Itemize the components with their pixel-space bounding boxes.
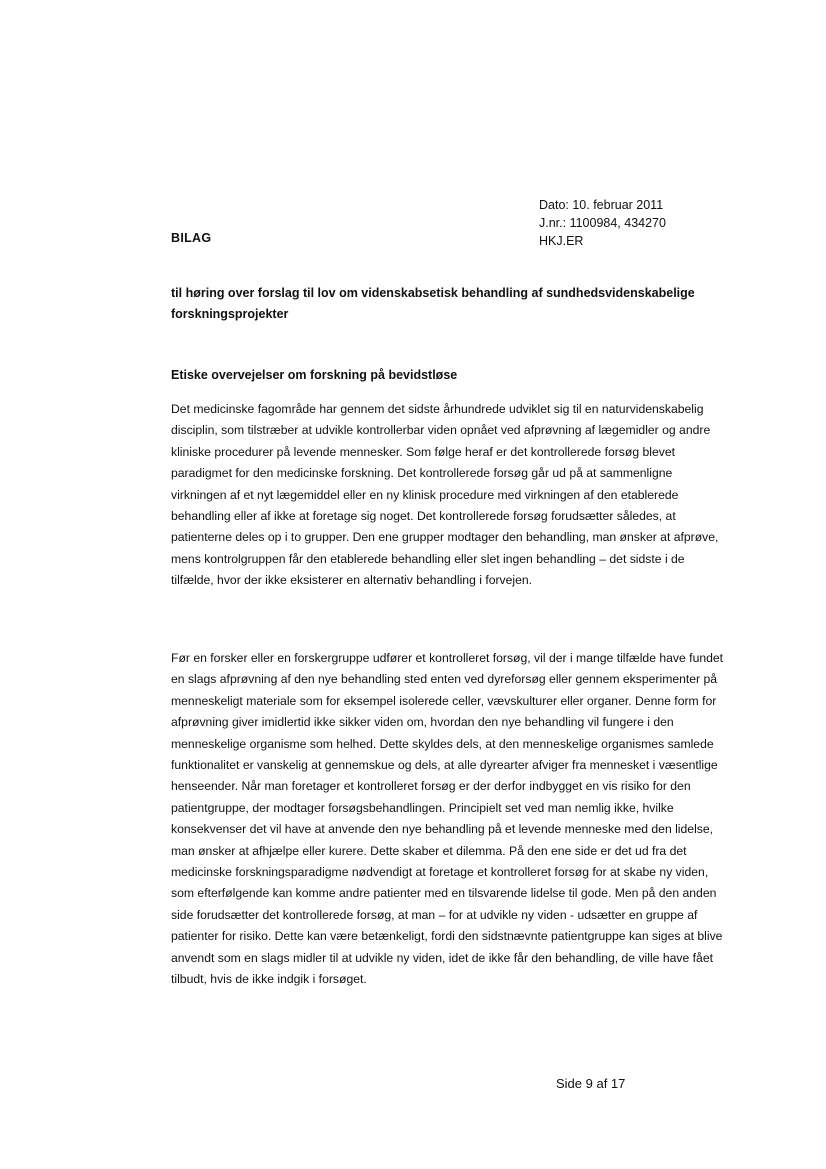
page-number: Side 9 af 17 [556, 1076, 626, 1091]
document-label: BILAG [171, 231, 212, 245]
document-meta [539, 196, 666, 250]
section-heading: Etiske overvejelser om forskning på bevidstløse [171, 368, 458, 382]
document-subtitle: til høring over forslag til lov om videnskabsetisk behandling af sundhedsvidenskabelige forskningsprojekter [171, 286, 695, 321]
body-paragraph-1: Det medicinske fagområde har gennem det sidste århundrede udviklet sig til en naturvidenskabelig disciplin, som tilstræber at udvikle kontrollerbar viden opnået ved afprøvning af lægemidler og andre kliniske procedurer på levende mennesker. Som følge heraf er det kontrollerede forsøg blevet paradigmet for den medicinske forskning. Det kontrollerede forsøg går ud på at sammenligne virkningen af et nyt lægemiddel eller en ny klinisk procedure med virkningen af den etablerede behandling eller af ikke at foretage sig noget. Det kontrollerede forsøg forudsætter således, at patienterne deles op i to grupper. Den ene grupper modtager den behandling, man ønsker at afprøve, mens kontrolgruppen får den etablerede behandling eller slet ingen behandling – det sidste i de tilfælde, hvor der ikke eksisterer en alternativ behandling i forvejen. [171, 402, 719, 588]
document-date: Dato: 10. februar 2011 [539, 198, 664, 212]
body-paragraph-2: Før en forsker eller en forskergruppe udfører et kontrolleret forsøg, vil der i mange tilfælde have fundet en slags afprøvning af den nye behandling sted enten ved dyreforsøg eller gennem eksperimenter på menneskeligt materiale som for eksempel isolerede celler, vævskulturer eller organer. Denne form for afprøvning giver imidlertid ikke sikker viden om, hvordan den nye behandling vil fungere i den menneskelige organisme som helhed. Dette skyldes dels, at den menneskelige organismes samlede funktionalitet er vanskelig at gennemskue og dels, at alle dyrearter afviger fra mennesket i væsentlige henseender. Når man foretager et kontrolleret forsøg er der derfor indbygget en vis risiko for den patientgruppe, der modtager forsøgsbehandlingen. Principielt set ved man nemlig ikke, hvilke konsekvenser det vil have at anvende den nye behandling på et levende menneske med den lidelse, man ønsker at afhjælpe eller kurere. Dette skaber et dilemma. På den ene side er det ud fra det medicinske forskningsparadigme nødvendigt at foretage et kontrolleret forsøg for at skabe ny viden, som efterfølgende kan komme andre patienter med en tilsvarende lidelse til gode. Men på den anden side forudsætter det kontrollerede forsøg, at man – for at udvikle ny viden - udsætter en gruppe af patienter for risiko. Dette kan være betænkeligt, fordi den sidstnævnte patientgruppe kan siges at blive anvendt som en slags midler til at udvikle ny viden, idet de ikke får den behandling, de ville have fået tilbudt, hvis de ikke indgik i forsøget. [171, 651, 724, 987]
case-number: J.nr.: 1100984, 434270 [539, 216, 666, 230]
author-initials: HKJ.ER [539, 234, 584, 248]
